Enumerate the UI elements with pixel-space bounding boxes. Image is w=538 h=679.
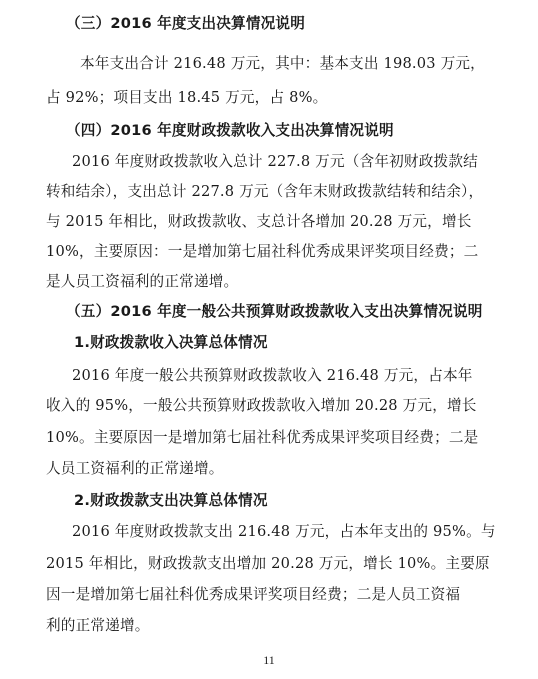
section-4-line-4: 10%，主要原因：一是增加第七届社科优秀成果评奖项目经费；二 — [46, 243, 479, 260]
section-3-line-2: 占 92%；项目支出 18.45 万元，占 8%。 — [46, 89, 328, 106]
section-5-sub-2-line-2: 2015 年相比，财政拨款支出增加 20.28 万元，增长 10%。主要原 — [46, 555, 490, 572]
section-5-sub-1-line-1: 2016 年度一般公共预算财政拨款收入 216.48 万元，占本年 — [72, 367, 473, 384]
section-5-sub-1-line-3: 10%。主要原因一是增加第七届社科优秀成果评奖项目经费；二是 — [46, 429, 479, 446]
section-4-heading: （四）2016 年度财政拨款收入支出决算情况说明 — [66, 122, 394, 139]
section-5-heading: （五）2016 年度一般公共预算财政拨款收入支出决算情况说明 — [66, 303, 483, 320]
section-5-sub-2-heading: 2.财政拨款支出决算总体情况 — [74, 492, 268, 509]
section-5-sub-1-line-2: 收入的 95%，一般公共预算财政拨款收入增加 20.28 万元，增长 — [46, 397, 477, 414]
section-5-sub-2-line-3: 因一是增加第七届社科优秀成果评奖项目经费；二是人员工资福 — [46, 586, 461, 603]
section-5-sub-2-line-4: 利的正常递增。 — [46, 617, 150, 634]
section-5-sub-2-line-1: 2016 年度财政拨款支出 216.48 万元，占本年支出的 95%。与 — [72, 523, 496, 540]
section-3-heading: （三）2016 年度支出决算情况说明 — [66, 15, 306, 32]
section-4-line-1: 2016 年度财政拨款收入总计 227.8 万元（含年初财政拨款结 — [72, 153, 478, 170]
section-4-line-2: 转和结余），支出总计 227.8 万元（含年末财政拨款结转和结余）， — [46, 183, 484, 200]
section-5-sub-1-heading: 1.财政拨款收入决算总体情况 — [74, 334, 268, 351]
section-4-line-5: 是人员工资福利的正常递增。 — [46, 273, 239, 290]
page-number: 11 — [263, 653, 275, 667]
section-3-line-1: 本年支出合计 216.48 万元，其中：基本支出 198.03 万元， — [80, 55, 485, 72]
section-4-line-3: 与 2015 年相比，财政拨款收、支总计各增加 20.28 万元，增长 — [46, 213, 472, 230]
section-5-sub-1-line-4: 人员工资福利的正常递增。 — [46, 460, 224, 477]
